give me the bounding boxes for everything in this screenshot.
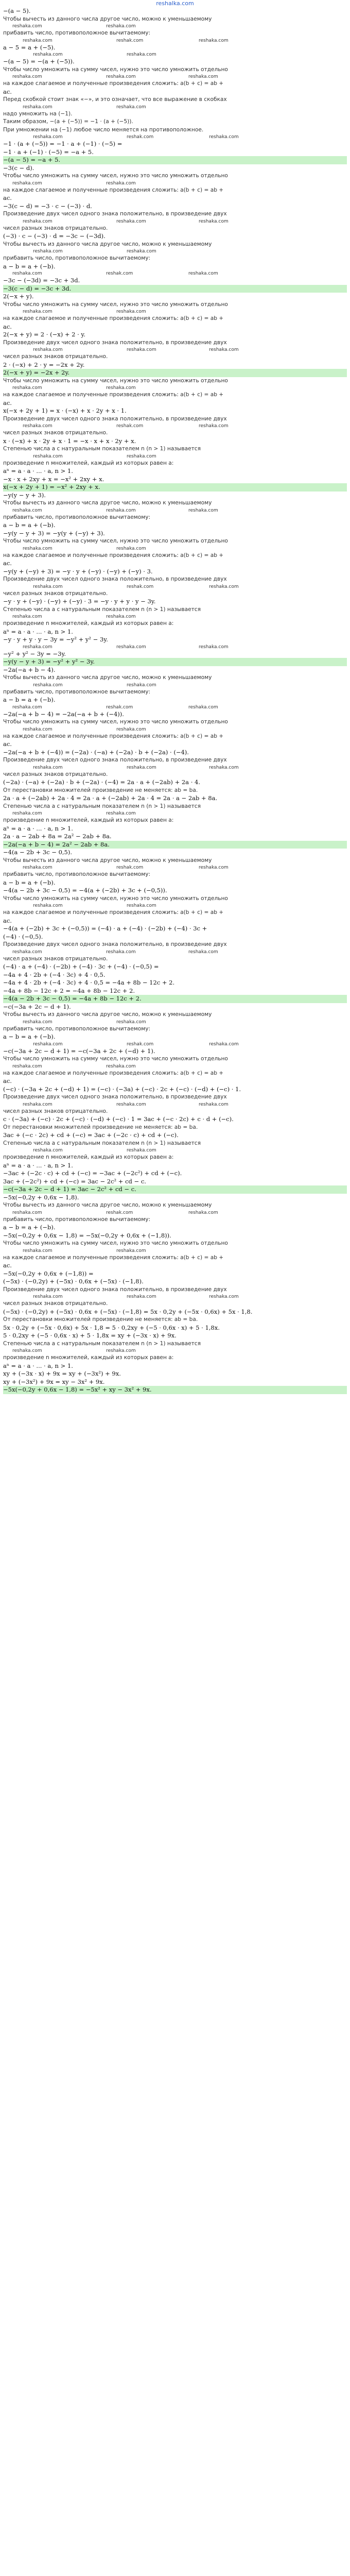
math-line: −3(c − d) = −3 · c − (−3) · d. [3,202,92,210]
math-line: −2a(−a + b − 4) = −2a(−a + b + (−4)). [3,710,124,718]
watermark: reshaka.com [127,453,156,459]
watermark: reshaka.com [23,546,52,551]
answer-line: −c(−3a + 2c − d + 1) = 3ac − 2c² + cd − c. [3,1185,347,1194]
explanation-line: Чтобы число умножить на сумму чисел, нужно это число умножить отдельно [3,1240,228,1246]
explanation-line: Произведение двух чисел одного знака положительно, в произведение двух [3,941,227,947]
watermark-row [3,248,347,255]
explanation-line: Степенью числа a с натуральным показателем n (n > 1) называется [3,1340,201,1347]
math-line: ac. [3,1077,12,1084]
watermark: reshak.com [106,704,133,710]
watermark: reshaka.com [33,1294,63,1299]
watermark: reshaka.com [33,765,63,770]
watermark: reshaka.com [23,1101,52,1107]
watermark: reshaka.com [209,765,239,770]
math-line: (−4) · a + (−4) · (−2b) + (−4) · 3c + (−4) · (−0,5) = [3,963,159,970]
watermark: reshaka.com [127,765,156,770]
math-line: 5 · 0,2xy + (−5 · 0,6x · x) + 5 · 1,8x = xy + (−3x · x) + 9x. [3,1332,177,1339]
explanation-line: чисел разных знаков отрицательно. [3,1300,108,1307]
watermark-row [3,270,347,277]
explanation-line: От перестановки множителей произведение не меняется: ab = ba. [3,1316,198,1323]
watermark-row [3,1147,347,1154]
watermark: reshaka.com [116,1101,146,1107]
explanation-line: Таким образом, −(a + (−5)) = −1 · (a + (−5)). [3,118,133,125]
math-line: −y · y + y · y − 3y = −y² + y² − 3y. [3,636,108,643]
explanation-line: на каждое слагаемое и полученные произведения сложить: a(b + c) = ab + [3,187,224,193]
explanation-line: Степенью числа a с натуральным показателем n (n > 1) называется [3,606,201,613]
watermark: reshaka.com [106,614,136,619]
watermark: reshak.com [106,1210,133,1215]
watermark: reshaka.com [23,1019,52,1025]
watermark: reshaka.com [23,423,52,429]
watermark-row [3,1210,347,1216]
math-line: −4(a − 2b + 3c − 0,5) = −4(a + (−2b) + 3c + (−0,5)). [3,887,167,894]
math-line: a − b = a + (−b). [3,878,56,886]
watermark-row [3,180,347,187]
math-line: −3c − (−3d) = −3c + 3d. [3,277,80,284]
explanation-line: Чтобы вычесть из данного числа другое число, можно к уменьшаемому [3,15,212,22]
solution-content [0,7,350,1394]
watermark-row [3,38,347,44]
watermark: reshaka.com [106,1348,136,1353]
math-line: ac. [3,399,12,406]
explanation-line: Произведение двух чисел одного знака положительно, в произведение двух [3,757,227,763]
watermark: reshaka.com [106,1063,136,1069]
math-line: ac. [3,917,12,924]
explanation-line: чисел разных знаков отрицательно. [3,430,108,436]
watermark-row [3,865,347,871]
answer-line: −4(a − 2b + 3c − 0,5) = −4a + 8b − 12c + 2. [3,995,347,1003]
watermark: reshaka.com [12,949,42,955]
watermark-row [3,1063,347,1070]
math-line: 5x · 0,2y + (−5x · 0,6x) + 5x · 1,8 = 5 · 0,2xy + (−5 · 0,6x · x) + 5 · 1,8x. [3,1324,220,1331]
explanation-line: прибавить число, противоположное вычитаемому: [3,514,151,520]
watermark: reshaka.com [199,38,229,43]
math-line: ac. [3,560,12,567]
watermark-row [3,726,347,733]
watermark: reshaka.com [209,1294,239,1299]
watermark: reshaka.com [116,644,146,650]
explanation-line: При умножении на (−1) любое число меняется на противоположное. [3,126,204,133]
watermark: reshaka.com [33,584,63,589]
watermark: reshaka.com [23,1248,52,1253]
explanation-line: произведение n множителей, каждый из которых равен a: [3,817,174,823]
explanation-line: чисел разных знаков отрицательно. [3,955,108,962]
watermark: reshaka.com [127,52,156,57]
explanation-line: Степенью числа a с натуральным показателем n (n > 1) называется [3,446,201,452]
watermark: reshaka.com [12,385,42,391]
explanation-line: на каждое слагаемое и полученные произведения сложить: a(b + c) = ab + [3,733,224,739]
math-line: −3(c − d). [3,164,34,172]
explanation-line: чисел разных знаков отрицательно. [3,771,108,777]
watermark: reshaka.com [23,218,52,224]
watermark: reshaka.com [106,811,136,816]
watermark: reshaka.com [127,249,156,254]
explanation-line: произведение n множителей, каждый из которых равен a: [3,460,174,466]
watermark: reshaka.com [188,949,218,955]
explanation-line: Чтобы вычесть из данного числа другое число, можно к уменьшаемому [3,500,212,506]
watermark: reshaka.com [23,726,52,732]
explanation-line: чисел разных знаков отрицательно. [3,1108,108,1114]
math-line: −5x(−0,2y + 0,6x − 1,8). [3,1193,79,1201]
site-link[interactable]: reshalka.com [156,0,194,7]
watermark: reshaka.com [127,682,156,688]
math-line: ac. [3,323,12,330]
watermark: reshaka.com [209,347,239,352]
explanation-line: на каждое слагаемое и полученные произведения сложить: a(b + c) = ab + [3,909,224,916]
math-line: aⁿ = a · a · ... · a, n > 1. [3,467,73,474]
watermark: reshak.com [127,584,154,589]
watermark: reshaka.com [33,453,63,459]
math-line: ac. [3,88,12,95]
watermark-row [3,682,347,688]
explanation-line: произведение n множителей, каждый из которых равен a: [3,1154,174,1160]
watermark: reshaka.com [116,546,146,551]
watermark: reshaka.com [23,309,52,314]
explanation-line: надо умножить на (−1). [3,110,73,117]
watermark-row [3,704,347,710]
explanation-line: на каждое слагаемое и полученные произведения сложить: a(b + c) = ab + [3,552,224,558]
explanation-line: прибавить число, противоположное вычитаемому: [3,255,151,261]
math-line: aⁿ = a · a · ... · a, n > 1. [3,1362,73,1369]
watermark: reshak.com [127,134,154,140]
math-line: −y · y + (−y) · (−y) + (−y) · 3 = −y · y + y · y − 3y. [3,598,156,605]
watermark: reshaka.com [23,104,52,110]
watermark: reshaka.com [199,865,229,870]
watermark-row [3,507,347,514]
watermark: reshaka.com [116,104,146,110]
explanation-line: Чтобы число умножить на сумму чисел, нужно это число умножить отдельно [3,301,228,308]
watermark: reshaka.com [33,249,63,254]
watermark: reshaka.com [12,614,42,619]
watermark: reshak.com [127,1041,154,1047]
watermark-row [3,1019,347,1025]
math-line: 3ac + (−c · 2c) + cd + (−c) = 3ac + (−2c · c) + cd + (−c). [3,1131,179,1139]
explanation-line: Произведение двух чисел одного знака положительно, в произведение двух [3,339,227,346]
watermark-row [3,614,347,620]
site-header [0,0,350,7]
explanation-line: От перестановки множителей произведение не меняется: ab = ba. [3,1124,198,1130]
watermark-row [3,765,347,771]
watermark: reshaka.com [12,24,42,29]
explanation-line: произведение n множителей, каждый из которых равен a: [3,620,174,626]
math-line: −5x(−0,2y + 0,6x − 1,8) = −5x(−0,2y + 0,6x + (−1,8)). [3,1231,171,1239]
explanation-line: на каждое слагаемое и полученные произведения сложить: a(b + c) = ab + [3,1070,224,1076]
math-line: 2a · a + (−2ab) + 2a · 4 = 2a · a + (−2ab) + 2a · 4 = 2a · a − 2ab + 8a. [3,794,218,802]
explanation-line: на каждое слагаемое и полученные произведения сложить: a(b + c) = ab + [3,315,224,321]
explanation-line: Чтобы вычесть из данного числа другое число, можно к уменьшаемому [3,1011,212,1018]
explanation-line: Чтобы вычесть из данного числа другое число, можно к уменьшаемому [3,857,212,863]
watermark: reshaka.com [12,74,42,79]
watermark: reshaka.com [188,704,218,710]
watermark: reshaka.com [12,180,42,186]
watermark: reshaka.com [127,903,156,908]
math-line: (−5x) · (−0,2y) + (−5x) · 0,6x + (−5x) · (−1,8). [3,1278,144,1285]
math-line: −4(a − 2b + 3c − 0,5). [3,849,73,856]
explanation-line: произведение n множителей, каждый из которых равен a: [3,1354,174,1361]
answer-line: −(a − 5) = −a + 5. [3,156,347,164]
math-line: c · (−3a) + (−c) · 2c + (−c) · (−d) + (−c) · 1 = 3ac + (−c · 2c) + c · d + (−c). [3,1115,234,1123]
math-line: ac. [3,740,12,748]
answer-line: 2(−x + y) = −2x + 2y. [3,369,347,377]
watermark: reshaka.com [106,74,136,79]
watermark: reshaka.com [33,1041,63,1047]
watermark: reshaka.com [106,385,136,391]
math-line: −2a(−a + b − 4). [3,666,56,673]
watermark: reshaka.com [106,180,136,186]
watermark: reshaka.com [127,347,156,352]
explanation-line: Перед скобкой стоит знак «−», и это означает, что все выражение в скобках [3,96,227,103]
explanation-line: Чтобы число умножить на сумму чисел, нужно это число умножить отдельно [3,66,228,73]
watermark-row [3,644,347,650]
watermark: reshaka.com [116,726,146,732]
explanation-line: прибавить число, противоположное вычитаемому: [3,30,151,36]
watermark: reshaka.com [33,682,63,688]
explanation-line: Произведение двух чисел одного знака положительно, в произведение двух [3,1286,227,1293]
watermark: reshaka.com [199,218,229,224]
watermark: reshaka.com [188,271,218,276]
watermark-row [3,134,347,140]
math-line: −4a + 8b − 12c + 2 = −4a + 8b − 12c + 2. [3,987,135,994]
watermark: reshaka.com [116,309,146,314]
watermark: reshaka.com [12,704,42,710]
explanation-line: на каждое слагаемое и полученные произведения сложить: a(b + c) = ab + [3,1254,224,1261]
explanation-line: Произведение двух чисел одного знака положительно, в произведение двух [3,211,227,217]
explanation-line: Произведение двух чисел одного знака положительно, в произведение двух [3,415,227,422]
math-line: aⁿ = a · a · ... · a, n > 1. [3,824,73,832]
math-line: −y² + y² − 3y = −3y. [3,650,66,657]
watermark: reshaka.com [12,811,42,816]
watermark: reshaka.com [12,1063,42,1069]
math-line: (−c) · (−3a + 2c + (−d) + 1) = (−c) · (−3a) + (−c) · 2c + (−c) · (−d) + (−c) · 1. [3,1085,241,1093]
math-line: (−4) · (−0,5). [3,933,43,940]
explanation-line: чисел разных знаков отрицательно. [3,225,108,231]
math-line: x(−x + 2y + 1) = x · (−x) + x · 2y + x · 1. [3,407,127,414]
watermark: reshaka.com [116,1019,146,1025]
watermark: reshaka.com [33,347,63,352]
math-line: (−5x) · (−0,2y) + (−5x) · 0,6x + (−5x) · (−1,8) = 5x · 0,2y + (−5x · 0,6x) + 5x · 1,8. [3,1308,253,1315]
explanation-line: Степенью числа a с натуральным показателем n (n > 1) называется [3,803,201,809]
watermark-row [3,453,347,460]
explanation-line: От перестановки множителей произведение не меняется: ab = ba. [3,787,198,793]
watermark: reshaka.com [209,584,239,589]
answer-line: x(−x + 2y + 1) = −x² + 2xy + x. [3,483,347,492]
watermark-row [3,810,347,817]
watermark-row [3,423,347,429]
math-line: x · (−x) + x · 2y + x · 1 = −x · x + x · 2y + x. [3,437,136,445]
math-line: a − b = a + (−b). [3,521,56,529]
math-line: −x · x + 2xy + x = −x² + 2xy + x. [3,475,104,483]
watermark: reshaka.com [12,1210,42,1215]
watermark: reshaka.com [127,1148,156,1153]
watermark-row [3,74,347,80]
math-line: −3ac + (−2c · c) + cd + (−c) = −3ac + (−2c²) + cd + (−c). [3,1170,182,1177]
watermark-row [3,385,347,391]
watermark-row [3,1101,347,1108]
math-line: −5x(−0,2y + 0,6x + (−1,8)) = [3,1269,94,1277]
explanation-line: Чтобы число умножить на сумму чисел, нужно это число умножить отдельно [3,895,228,902]
explanation-line: Чтобы вычесть из данного числа другое число, можно к уменьшаемому [3,1202,212,1208]
math-line: aⁿ = a · a · ... · a, n > 1. [3,628,73,635]
math-line: (−3) · c − (−3) · d = −3c − (−3d). [3,232,106,240]
watermark: reshaka.com [33,52,63,57]
answer-line: −2a(−a + b − 4) = 2a² − 2ab + 8a. [3,841,347,849]
watermark-row [3,218,347,225]
explanation-line: чисел разных знаков отрицательно. [3,590,108,597]
watermark: reshaka.com [188,1210,218,1215]
math-line: (−2a) · (−a) + (−2a) · b + (−2a) · (−4) = 2a · a + (−2ab) + 2a · 4. [3,778,200,786]
math-line: 2(−x + y) = 2 · (−x) + 2 · y. [3,331,86,338]
watermark: reshaka.com [199,1101,229,1107]
explanation-line: Произведение двух чисел одного знака положительно, в произведение двух [3,1094,227,1100]
math-line: a − b = a + (−b). [3,1224,56,1231]
math-line: 3ac + (−2c²) + cd + (−c) = 3ac − 2c² + cd − c. [3,1177,146,1185]
explanation-line: на каждое слагаемое и полученные произведения сложить: a(b + c) = ab + [3,392,224,398]
watermark: reshak.com [116,423,144,429]
watermark: reshaka.com [116,1248,146,1253]
watermark: reshaka.com [199,423,229,429]
math-line: −4a + 4 · 2b + (−4 · 3c) + 4 · 0,5 = −4a + 8b − 12c + 2. [3,979,175,986]
watermark: reshaka.com [106,949,136,955]
watermark-row [3,949,347,955]
watermark: reshaka.com [199,644,229,650]
watermark: reshaka.com [209,134,239,140]
watermark: reshaka.com [33,1148,63,1153]
explanation-line: прибавить число, противоположное вычитаемому: [3,871,151,877]
explanation-line: на каждое слагаемое и полученные произведения сложить: a(b + c) = ab + [3,80,224,87]
explanation-line: Степенью числа a с натуральным показателем n (n > 1) называется [3,1140,201,1146]
watermark: reshak.com [116,865,144,870]
explanation-line: прибавить число, противоположное вычитаемому: [3,1216,151,1223]
watermark: reshaka.com [116,218,146,224]
explanation-line: чисел разных знаков отрицательно. [3,353,108,360]
answer-line: −3(c − d) = −3c + 3d. [3,285,347,293]
watermark: reshaka.com [33,134,63,140]
watermark-row [3,309,347,315]
math-line: −(a − 5) = −(a + (−5)). [3,58,75,65]
watermark-row [3,1294,347,1300]
math-line: −c(−3a + 2c − d + 1) = −c(−3a + 2c + (−d) + 1). [3,1047,155,1055]
watermark: reshaka.com [23,865,52,870]
math-line: −(a − 5). [3,7,31,14]
math-line: −c(−3a + 2c − d + 1). [3,1003,71,1010]
watermark: reshak.com [106,271,133,276]
watermark-row [3,903,347,909]
math-line: 2 · (−x) + 2 · y = −2x + 2y. [3,361,85,368]
watermark-row [3,104,347,110]
math-line: xy + (−3x · x) + 9x = xy + (−3x²) + 9x. [3,1370,121,1377]
math-line: ac. [3,194,12,201]
watermark: reshaka.com [12,1348,42,1353]
math-line: −2a(−a + b + (−4)) = (−2a) · (−a) + (−2a) · b + (−2a) · (−4). [3,748,189,756]
watermark: reshaka.com [127,1294,156,1299]
watermark: reshaka.com [23,38,52,43]
explanation-line: Чтобы число умножить на сумму чисел, нужно это число умножить отдельно [3,377,228,384]
watermark-row [3,23,347,29]
explanation-line: Чтобы число умножить на сумму чисел, нужно это число умножить отдельно [3,719,228,725]
explanation-line: Чтобы число умножить на сумму чисел, нужно это число умножить отдельно [3,538,228,544]
watermark-row [3,1041,347,1047]
watermark-row [3,584,347,590]
watermark: reshaka.com [209,1041,239,1047]
explanation-line: Чтобы число умножить на сумму чисел, нужно это число умножить отдельно [3,173,228,179]
math-line: a − 5 = a + (−5). [3,43,56,51]
watermark: reshaka.com [12,271,42,276]
math-line: −y(y − y + 3). [3,491,46,499]
math-line: a − b = a + (−b). [3,262,56,270]
explanation-line: прибавить число, противоположное вычитаемому: [3,1025,151,1032]
watermark-row [3,1348,347,1354]
watermark-row [3,347,347,353]
watermark: reshaka.com [106,507,136,513]
explanation-line: Чтобы вычесть из данного числа другое число, можно к уменьшаемому [3,674,212,681]
math-line: aⁿ = a · a · ... · a, n > 1. [3,1161,73,1169]
watermark: reshaka.com [23,644,52,650]
explanation-line: Чтобы вычесть из данного числа другое число, можно к уменьшаемому [3,241,212,247]
answer-line: −y(y − y + 3) = −y² + y² − 3y. [3,658,347,666]
math-line: −1 · (a + (−5)) = −1 · a + (−1) · (−5) = [3,140,122,147]
math-line: −y(y + (−y) + 3) = −y · y + (−y) · (−y) + (−y) · 3. [3,567,153,575]
watermark: reshaka.com [188,74,218,79]
math-line: −4(a + (−2b) + 3c + (−0,5)) = (−4) · a + (−4) · (−2b) + (−4) · 3c + [3,925,207,932]
watermark: reshaka.com [33,903,63,908]
watermark: reshak.com [116,38,144,43]
math-line: ac. [3,1262,12,1269]
math-line: xy + (−3x²) + 9x = xy − 3x² + 9x. [3,1378,105,1385]
watermark-row [3,52,347,58]
explanation-line: Произведение двух чисел одного знака положительно, в произведение двух [3,576,227,582]
watermark-row [3,1248,347,1254]
math-line: a − b = a + (−b). [3,696,56,703]
explanation-line: Чтобы число умножить на сумму чисел, нужно это число умножить отдельно [3,1056,228,1062]
watermark-row [3,546,347,552]
math-line: 2a · a − 2ab + 8a = 2a² − 2ab + 8a. [3,833,112,840]
watermark: reshaka.com [106,24,136,29]
watermark: reshaka.com [12,507,42,513]
math-line: −4a + 4 · 2b + (−4 · 3c) + 4 · 0,5. [3,971,106,978]
explanation-line: прибавить число, противоположное вычитаемому: [3,688,151,695]
answer-line: −5x(−0,2y + 0,6x − 1,8) = −5x² + xy − 3x² + 9x. [3,1386,347,1394]
math-line: −y(y − y + 3) = −y(y + (−y) + 3). [3,529,105,537]
math-line: 2(−x + y). [3,293,34,300]
watermark: reshaka.com [188,507,218,513]
math-line: a − b = a + (−b). [3,1033,56,1040]
math-line: −1 · a + (−1) · (−5) = −a + 5. [3,148,94,156]
